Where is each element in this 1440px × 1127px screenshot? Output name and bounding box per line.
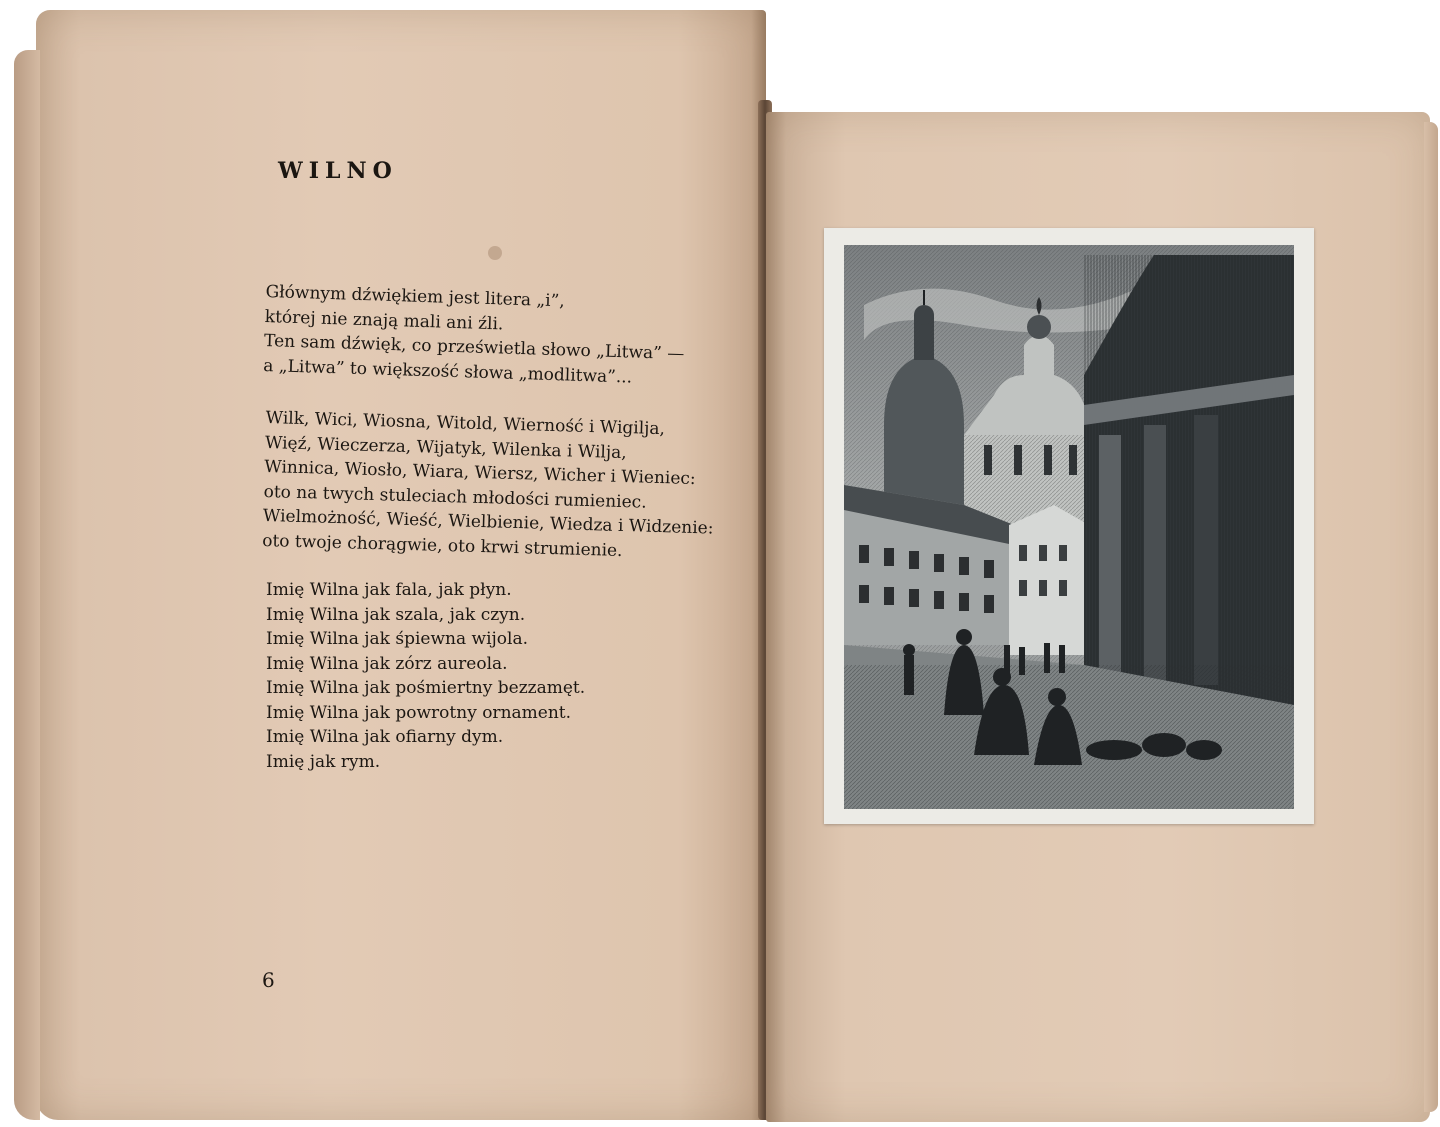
stanza-1	[263, 280, 686, 391]
poem-line: Głównym dźwiękiem jest litera „i”,	[265, 281, 566, 312]
poem-line: Imię Wilna jak pośmiertny bezzamęt.	[266, 678, 586, 698]
poem-line: Więź, Wieczerza, Wijatyk, Wilenka i Wilja,	[264, 432, 627, 463]
page-number: 6	[262, 968, 275, 992]
poem-line: a „Litwa” to większość słowa „modlitwa”...	[263, 355, 633, 388]
poem-line: Wielmożność, Wieść, Wielbienie, Wiedza i Widzenie:	[262, 505, 714, 539]
poem-line: Imię jak rym.	[266, 751, 381, 772]
poem-line: Imię Wilna jak powrotny ornament.	[266, 702, 572, 723]
poem-line: Imię Wilna jak zórz aureola.	[266, 653, 508, 674]
poem-line: Winnica, Wiosło, Wiara, Wiersz, Wicher i Wieniec:	[264, 456, 696, 490]
poem-line: Imię Wilna jak śpiewna wijola.	[266, 629, 528, 649]
poem-line: Imię Wilna jak ofiarny dym.	[266, 727, 504, 747]
etching-illustration	[844, 245, 1294, 809]
poem-line: Wilk, Wici, Wiosna, Witold, Wierność i Wigilja,	[265, 407, 666, 440]
stanza-2	[262, 406, 717, 566]
poem-line: Imię Wilna jak fala, jak płyn.	[266, 580, 512, 600]
stanza-3	[266, 578, 585, 774]
left-page	[36, 10, 766, 1120]
poem-line: Imię Wilna jak szala, jak czyn.	[266, 604, 526, 625]
poem-line: której nie znają mali ani źli.	[264, 306, 504, 334]
poem-line: oto na twych stuleciach młodości rumieniec.	[263, 481, 647, 513]
poem-line: oto twoje chorągwie, oto krwi strumienie.	[261, 530, 623, 561]
illustration-plate	[824, 228, 1314, 824]
page-title: WILNO	[278, 158, 398, 184]
paper-stain	[488, 246, 502, 260]
poem-line: Ten sam dźwięk, co prześwietla słowo „Litwa” —	[263, 330, 685, 365]
